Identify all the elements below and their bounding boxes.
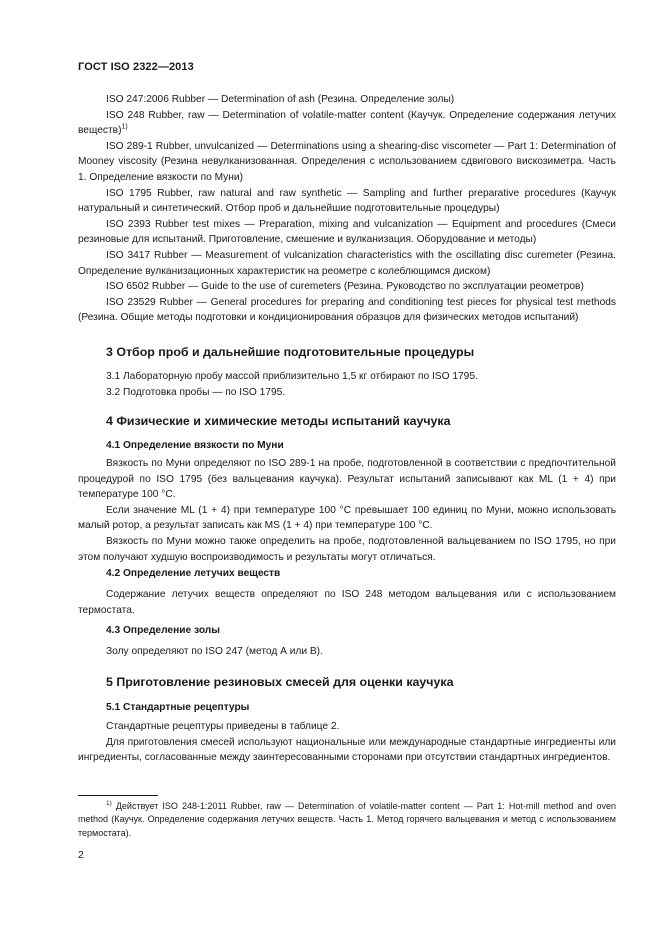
paragraph: Золу определяют по ISO 247 (метод А или В). (106, 646, 323, 657)
page-number: 2 (78, 849, 84, 861)
section-5-title: 5 Приготовление резиновых смесей для оценки каучука (106, 675, 454, 689)
subsection-4-1 (78, 440, 616, 565)
section-3 (78, 345, 616, 400)
reference-item: ISO 3417 Rubber — Measurement of vulcanization characteristics with the oscillating disc curemeter (Резина. Определение вулканизационных характеристик на реометре с колеблющимся диском) (78, 249, 616, 277)
paragraph: Если значение ML (1 + 4) при температуре 100 °C превышает 100 единиц по Муни, можно использовать малый ротор, а результат записать как MS (1 + 4) при температуре 100 °C. (78, 504, 616, 532)
footnote-marker[interactable]: 1) (121, 123, 128, 131)
reference-item: ISO 2393 Rubber test mixes — Preparation, mixing and vulcanization — Equipment and procedures (Смеси резиновые для испытаний. Приготовление, смешение и вулканизация. Оборудование и методы) (78, 218, 616, 246)
normative-references (78, 92, 616, 326)
reference-item: ISO 247:2006 Rubber — Determination of ash (Резина. Определение золы) (106, 94, 455, 105)
subsection-4-3-title: 4.3 Определение золы (106, 625, 220, 636)
section-4-title: 4 Физические и химические методы испытаний каучука (106, 414, 451, 428)
reference-item: ISO 6502 Rubber — Guide to the use of curemeters (Резина. Руководство по эксплуатации реометров) (106, 281, 584, 293)
reference-item: ISO 1795 Rubber, raw natural and raw synthetic — Sampling and further preparative procedures (Каучук натуральный и синтетический. Отбор проб и дальнейшие подготовительные процедуры) (78, 187, 616, 215)
section-4 (78, 414, 616, 428)
section-5 (78, 675, 616, 689)
paragraph: Вязкость по Муни определяют по ISO 289-1 на пробе, подготовленной в соответствии с предпочтительной процедурой по ISO 1795 (без вальцевания каучука). Результат испытаний записывают как ML (1 + 4) при температуре 100 °C. (78, 458, 616, 501)
reference-item: ISO 248 Rubber, raw — Determination of volatile-matter content (Каучук. Определение содержания летучих веществ)$^{1)}$ (78, 109, 616, 137)
subsection-4-2 (78, 568, 616, 618)
footnote: $^{1)}$ Действует ISO 248-1:2011 Rubber, raw — Determination of volatile-matter content — Part 1: Hot-mill method and oven method (Каучук. Определение содержания летучих веществ. Часть 1. Метод горячего вальцевания и метод с использованием термостата). (78, 800, 616, 838)
section-3-title: 3 Отбор проб и дальнейшие подготовительные процедуры (106, 345, 475, 359)
footnote-number: 1) (106, 800, 112, 807)
clause-3-1: 3.1 Лабораторную пробу массой приблизительно 1,5 кг отбирают по ISO 1795. (106, 371, 478, 382)
footnote-divider (78, 795, 158, 796)
reference-item: ISO 289-1 Rubber, unvulcanized — Determinations using a shearing-disc viscometer — Part 1: Determination of Mooney viscosity (Резина невулканизованная. Определения с использованием сдвигового вискозиметра. Часть 1. Определение вязкости по Муни) (78, 140, 616, 183)
paragraph: Содержание летучих веществ определяют по ISO 248 методом вальцевания или с использованием термостата. (78, 589, 616, 616)
subsection-4-3 (78, 625, 616, 660)
paragraph: Для приготовления смесей используют национальные или международные стандартные ингредиенты или ингредиенты, согласованные между заинтересованными сторонами при отсутствии стандартных ингредиентов. (78, 736, 616, 764)
subsection-5-1 (78, 702, 616, 766)
subsection-4-2-title: 4.2 Определение летучих веществ (106, 568, 281, 579)
document-header: ГОСТ ISO 2322—2013 (78, 61, 194, 73)
clause-3-2: 3.2 Подготовка пробы — по ISO 1795. (106, 386, 286, 398)
reference-item: ISO 23529 Rubber — General procedures for preparing and conditioning test pieces for physical test methods (Резина. Общие методы подготовки и кондиционирования образцов для физических методов испытаний) (78, 296, 616, 324)
paragraph: Стандартные рецептуры приведены в таблице 2. (106, 721, 340, 732)
subsection-5-1-title: 5.1 Стандартные рецептуры (106, 702, 250, 713)
subsection-4-1-title: 4.1 Определение вязкости по Муни (106, 440, 284, 451)
paragraph: Вязкость по Муни можно также определить на пробе, подготовленной вальцеванием по ISO 1795, но при этом получают худшую воспроизводимость и результаты могут отличаться. (78, 535, 616, 563)
